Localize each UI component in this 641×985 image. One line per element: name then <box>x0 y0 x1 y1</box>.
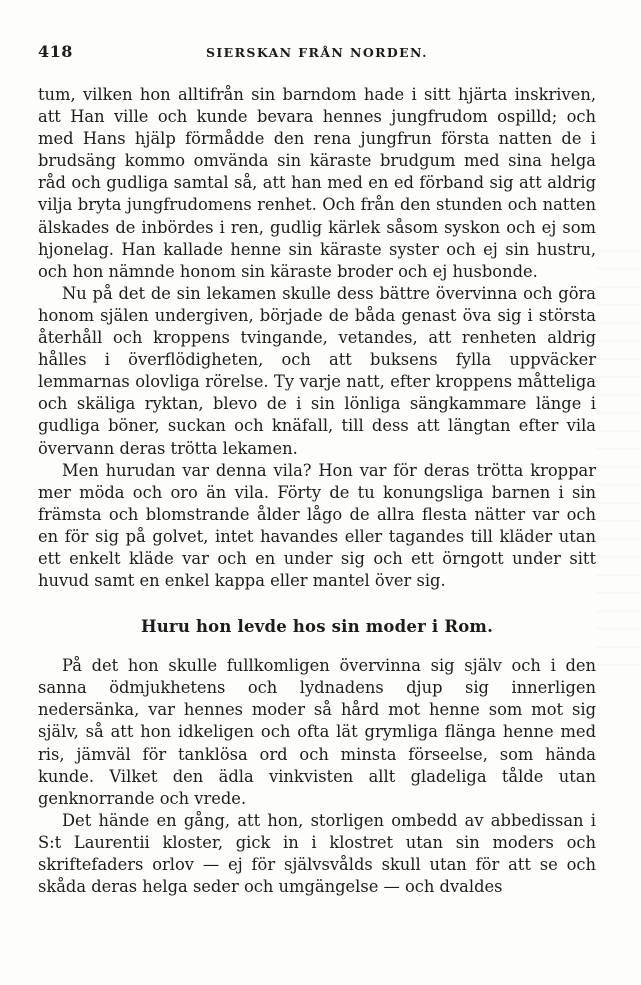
paragraph: Det hände en gång, att hon, storligen ombedd av abbedissan i S:t Laurentii kloster, gick in i klostret utan sin moders och skriftefaders orlov — ej för självsvålds skull utan för att se och skåda deras helga seder och umgängelse — och dvaldes <box>38 810 596 897</box>
paragraph: Men hurudan var denna vila? Hon var för deras trötta kroppar mer möda och oro än vila. Förty de tu konungsliga barnen i sin främsta och blomstrande ålder lågo de allra flesta nätter var och en för sig på golvet, intet havandes eller tagandes till kläder utan ett enkelt kläde var och en under sig och ett örngott under sitt huvud samt en enkel kappa eller mantel över sig. <box>38 460 596 591</box>
page-number: 418 <box>38 42 73 61</box>
paragraph-continued: tum, vilken hon alltifrån sin barndom hade i sitt hjärta inskriven, att Han ville och kunde bevara hennes jungfrudom ospilld; och med Hans hjälp förmådde den rena jungfrun första natten de i brudsäng kommo omvända sin käraste brudgum med sina helga råd och gudliga samtal så, att han med en ed förband sig att aldrig vilja bryta jungfrudomens renhet. Och från den stunden och natten älskades de inbördes i ren, gudlig kärlek såsom syskon och ej som hjonelag. Han kallade henne sin käraste syster och ej sin hustru, och hon nämnde honom sin käraste broder och ej husbonde. <box>38 85 596 281</box>
paragraph: Nu på det de sin lekamen skulle dess bättre övervinna och göra honom själen undergiven, började de båda genast öva sig i största återhåll och kroppens tvingande, vetandes, att renheten aldrig hålles i överflödigheten, och att buksens fylla uppväcker lemmarnas olovliga rörelse. Ty varje natt, efter kroppens måtteliga och skäliga ryktan, blevo de i sin lönliga sängkammare länge i gudliga böner, suckan och knäfall, till dess att längtan efter vila övervann deras trötta lekamen. <box>38 283 596 458</box>
page-header <box>38 42 600 66</box>
paragraph: På det hon skulle fullkomligen övervinna sig själv och i den sanna ödmjukhetens och lydnadens djup sig innerligen nedersänka, var hennes moder så hård mot henne som mot sig själv, så att hon idkeligen och ofta lät grymliga flänga henne med ris, jämväl för tanklösa ord och minsta förseelse, som hända kunde. Vilket den ädla vinkvisten allt gladeliga tålde utan genknorrande och vrede. <box>38 656 596 808</box>
running-head: SIERSKAN FRÅN NORDEN. <box>206 45 428 60</box>
show-through-shadow <box>596 250 641 670</box>
body-text <box>38 84 596 898</box>
section-heading: Huru hon levde hos sin moder i Rom. <box>140 617 494 637</box>
